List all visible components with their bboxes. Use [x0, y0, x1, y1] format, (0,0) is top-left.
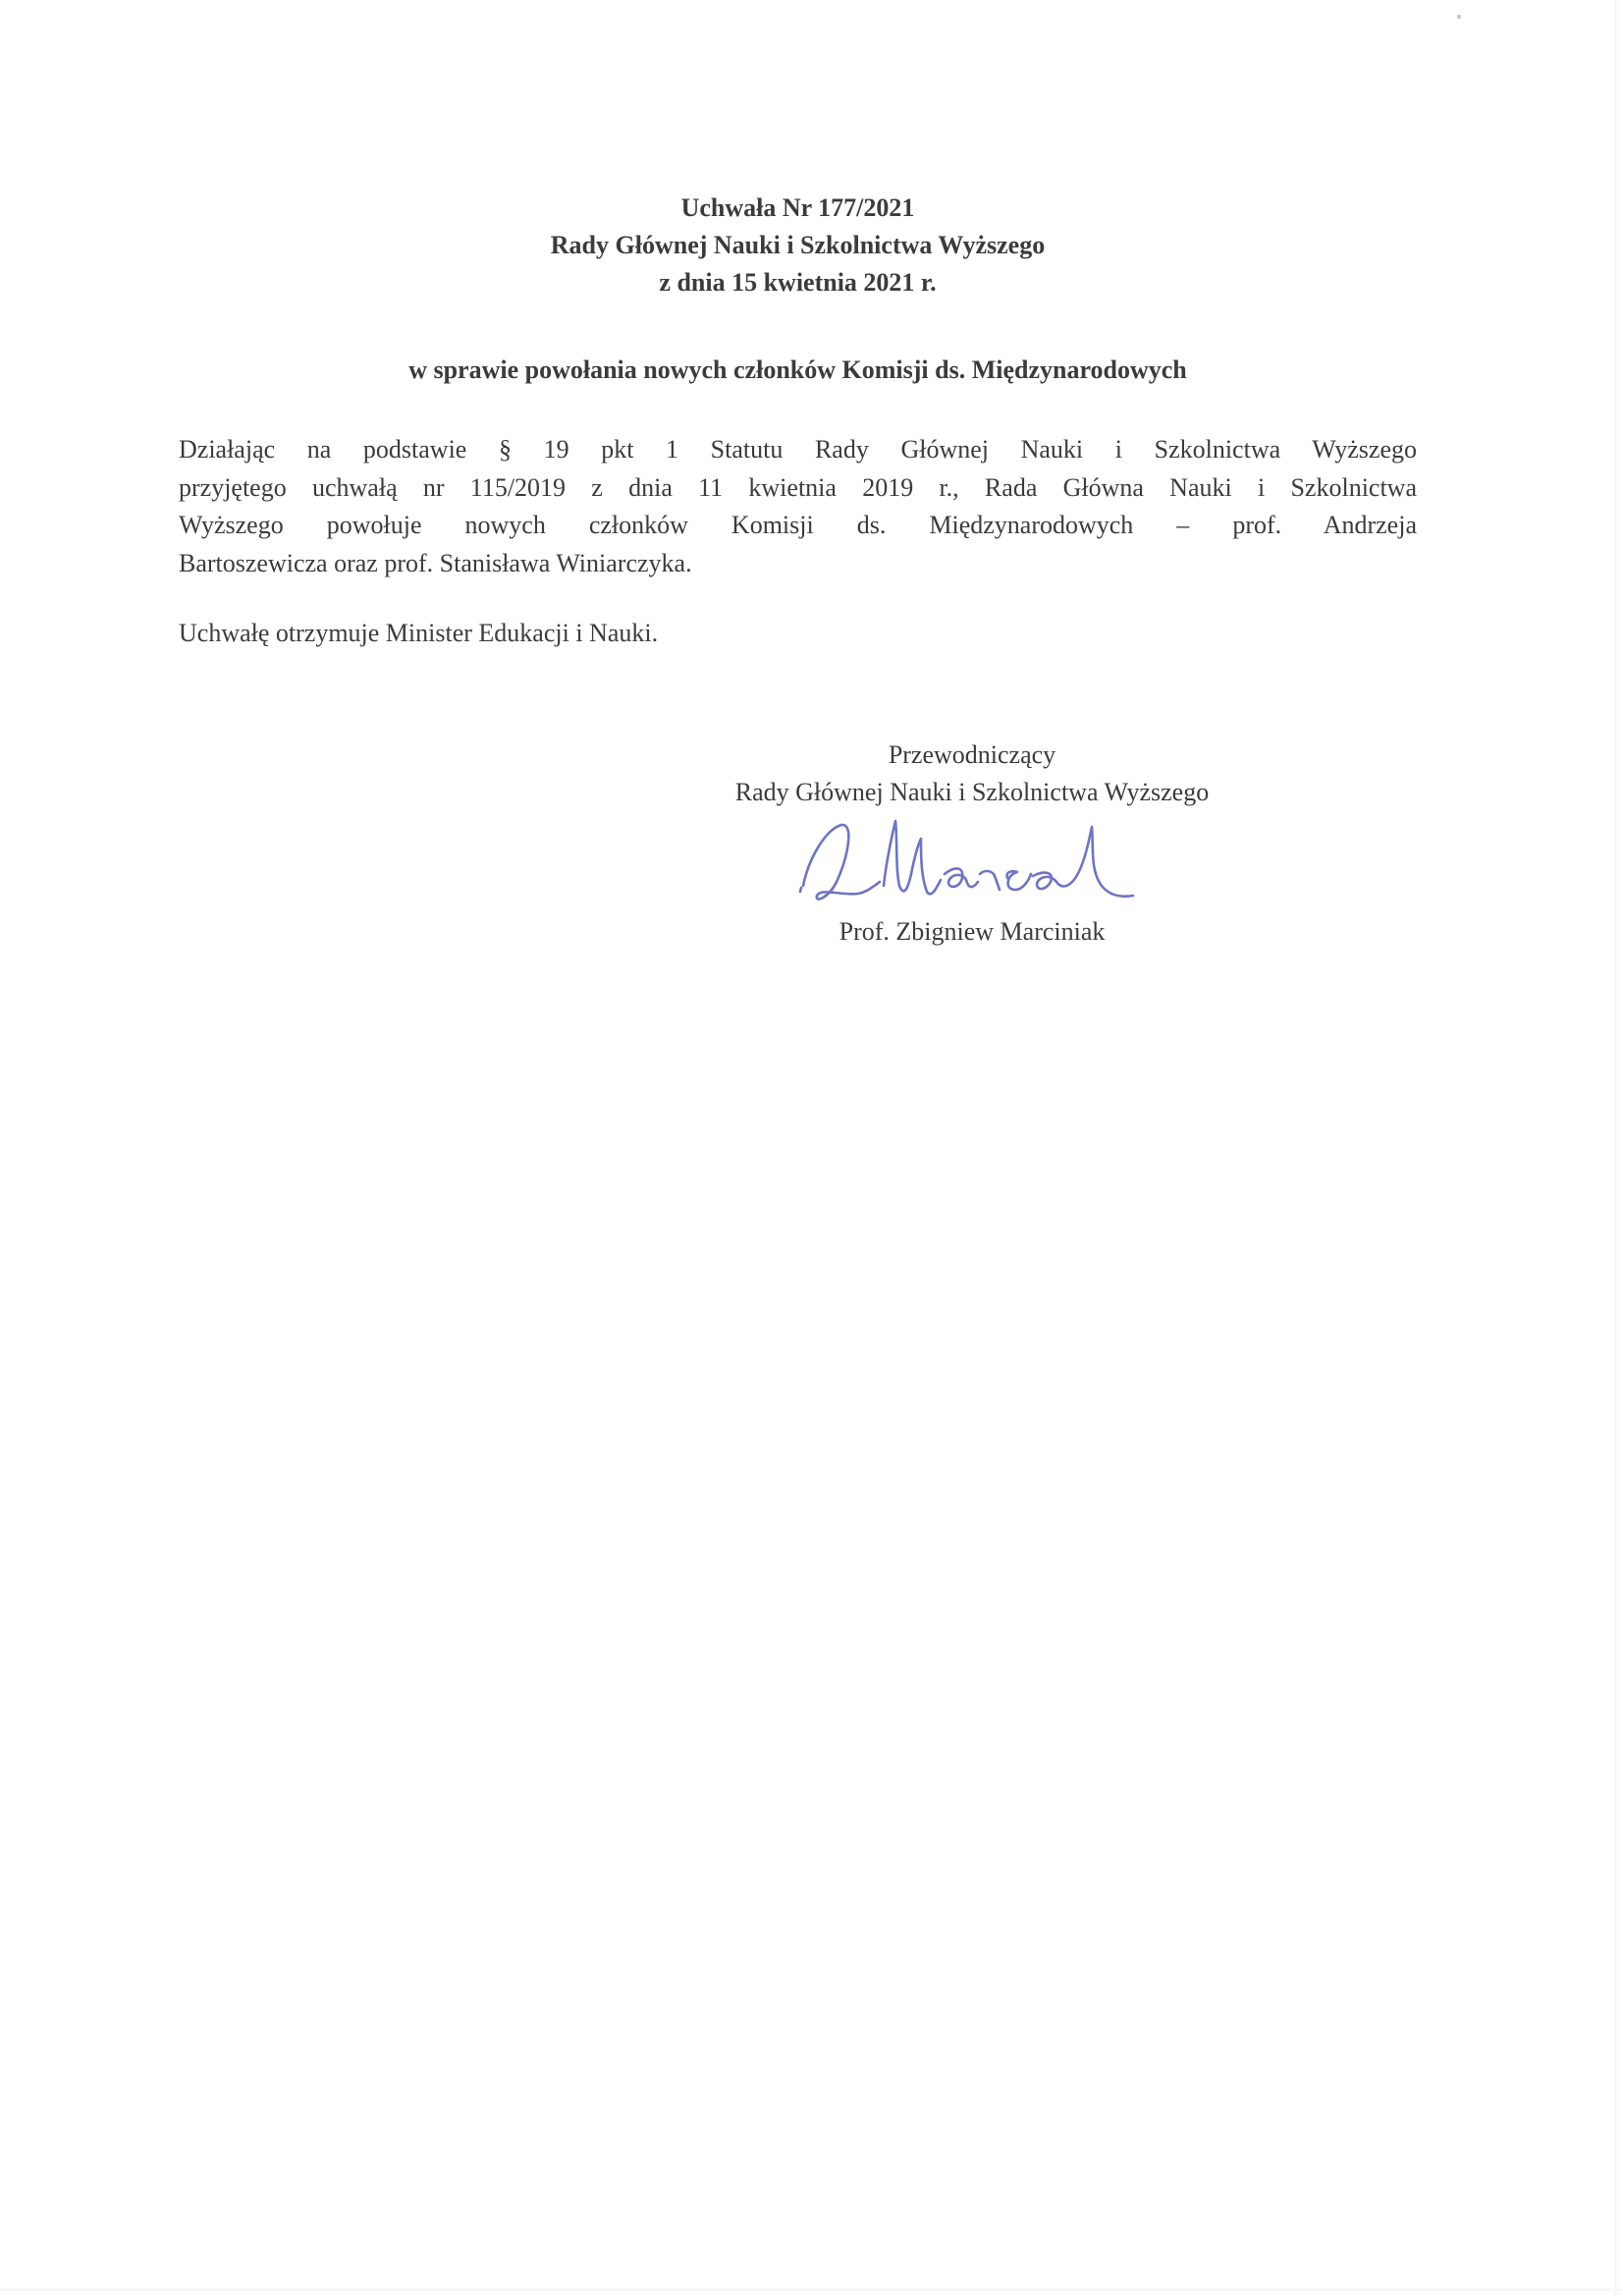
signatory-organization: Rady Głównej Nauki i Szkolnictwa Wyższego — [734, 778, 1210, 806]
body-line: Bartoszewicza oraz prof. Stanisława Winiarczyka. — [179, 548, 692, 577]
body-line: przyjętego uchwałą nr 115/2019 z dnia 11 kwietnia 2019 r., Rada Główna Nauki i Szkolnictwa — [179, 472, 1417, 502]
signatory-role: Przewodniczący — [888, 740, 1056, 769]
signature-strokes — [800, 821, 1133, 900]
signature-drawing — [797, 817, 1151, 915]
body-line: Działając na podstawie § 19 pkt 1 Statutu Rady Głównej Nauki i Szkolnictwa Wyższego — [179, 435, 1417, 464]
handwritten-signature — [797, 817, 1151, 915]
recipient-note: Uchwałę otrzymuje Minister Edukacji i Nauki. — [179, 619, 659, 647]
scan-edge-artifact — [1614, 0, 1617, 2296]
resolution-subject: w sprawie powołania nowych członków Komisji ds. Międzynarodowych — [408, 355, 1187, 384]
resolution-number: Uchwała Nr 177/2021 — [680, 193, 915, 222]
signatory-name: Prof. Zbigniew Marciniak — [839, 917, 1106, 946]
resolution-date: z dnia 15 kwietnia 2021 r. — [659, 268, 937, 297]
scan-speck — [1457, 15, 1461, 19]
scan-edge-artifact — [0, 2288, 1623, 2291]
body-line: Wyższego powołuje nowych członków Komisji ds. Międzynarodowych – prof. Andrzeja — [179, 511, 1417, 539]
council-name: Rady Głównej Nauki i Szkolnictwa Wyższego — [550, 231, 1046, 259]
resolution-heading — [179, 190, 1417, 301]
body-paragraph — [179, 431, 1417, 582]
